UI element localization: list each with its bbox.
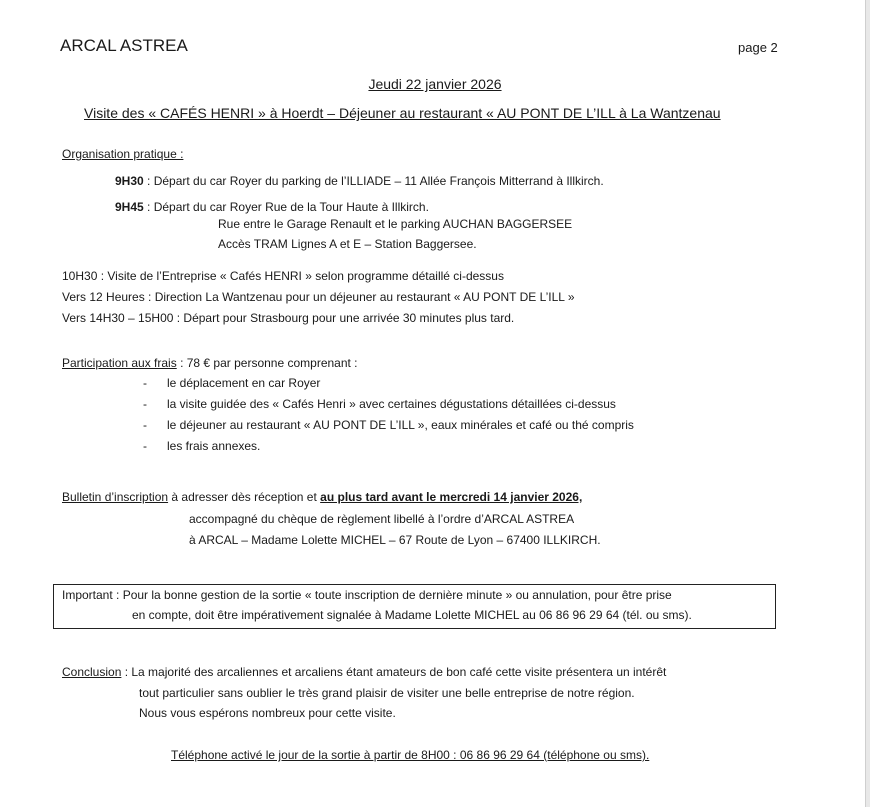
- bulletin-text: à adresser dès réception et: [168, 490, 321, 504]
- departure-2: [115, 200, 429, 214]
- bullet-dash: -: [143, 418, 147, 432]
- departure-1-text: : Départ du car Royer du parking de l’ILLIADE – 11 Allée François Mitterrand à Illkirch.: [143, 174, 604, 188]
- bulletin-address: à ARCAL – Madame Lolette MICHEL – 67 Route de Lyon – 67400 ILLKIRCH.: [189, 533, 601, 547]
- important-line-1: Important : Pour la bonne gestion de la sortie « toute inscription de dernière minute » ou annulation, pour être prise: [62, 588, 672, 602]
- organisation-heading: Organisation pratique :: [62, 147, 184, 161]
- event-title: Visite des « CAFÉS HENRI » à Hoerdt – Déjeuner au restaurant « AU PONT DE L’ILL à La Wantzenau: [84, 105, 721, 121]
- conclusion-line-2: tout particulier sans oublier le très grand plaisir de visiter une belle entreprise de notre région.: [139, 686, 635, 700]
- bulletin-heading: Bulletin d’inscription: [62, 490, 169, 504]
- event-date: Jeudi 22 janvier 2026: [368, 76, 502, 92]
- important-line-2: en compte, doit être impérativement signalée à Madame Lolette MICHEL au 06 86 96 29 64 (tél. ou sms).: [132, 608, 692, 622]
- departure-1: [115, 174, 604, 188]
- conclusion-heading: Conclusion: [62, 665, 122, 679]
- participation-item: la visite guidée des « Cafés Henri » avec certaines dégustations détaillées ci-dessus: [167, 397, 616, 411]
- bullet-dash: -: [143, 397, 147, 411]
- schedule-visit: 10H30 : Visite de l’Entreprise « Cafés HENRI » selon programme détaillé ci-dessus: [62, 269, 504, 283]
- org-name: ARCAL ASTREA: [60, 36, 188, 55]
- participation-intro: : 78 € par personne comprenant :: [176, 356, 358, 370]
- bulletin-cheque: accompagné du chèque de règlement libellé à l’ordre d’ARCAL ASTREA: [189, 512, 575, 526]
- participation-item: le déplacement en car Royer: [167, 376, 321, 390]
- participation-heading: Participation aux frais: [62, 356, 177, 370]
- page-number: page 2: [738, 40, 778, 55]
- schedule-lunch: Vers 12 Heures : Direction La Wantzenau pour un déjeuner au restaurant « AU PONT DE L’ILL »: [62, 290, 575, 304]
- departure-2-text: : Départ du car Royer Rue de la Tour Haute à Illkirch.: [143, 200, 429, 214]
- vertical-scrollbar[interactable]: [865, 0, 870, 807]
- participation-item: le déjeuner au restaurant « AU PONT DE L’ILL », eaux minérales et café ou thé compris: [167, 418, 634, 432]
- participation-line: [62, 356, 358, 370]
- conclusion-text: : La majorité des arcaliennes et arcaliens étant amateurs de bon café cette visite présentera un intérêt: [121, 665, 667, 679]
- participation-item: les frais annexes.: [167, 439, 261, 453]
- bulletin-line: [62, 490, 582, 504]
- phone-footer: Téléphone activé le jour de la sortie à partir de 8H00 : 06 86 96 29 64 (téléphone ou sms).: [171, 748, 650, 762]
- bulletin-deadline: au plus tard avant le mercredi 14 janvier 2026,: [320, 490, 583, 504]
- conclusion-line-3: Nous vous espérons nombreux pour cette visite.: [139, 706, 396, 720]
- bullet-dash: -: [143, 376, 147, 390]
- departure-2-tram: Accès TRAM Lignes A et E – Station Baggersee.: [218, 237, 477, 251]
- departure-2-street: Rue entre le Garage Renault et le parking AUCHAN BAGGERSEE: [218, 217, 573, 231]
- conclusion-line: [62, 665, 666, 679]
- departure-2-time: 9H45: [115, 200, 144, 214]
- schedule-return: Vers 14H30 – 15H00 : Départ pour Strasbourg pour une arrivée 30 minutes plus tard.: [62, 311, 515, 325]
- bullet-dash: -: [143, 439, 147, 453]
- departure-1-time: 9H30: [115, 174, 144, 188]
